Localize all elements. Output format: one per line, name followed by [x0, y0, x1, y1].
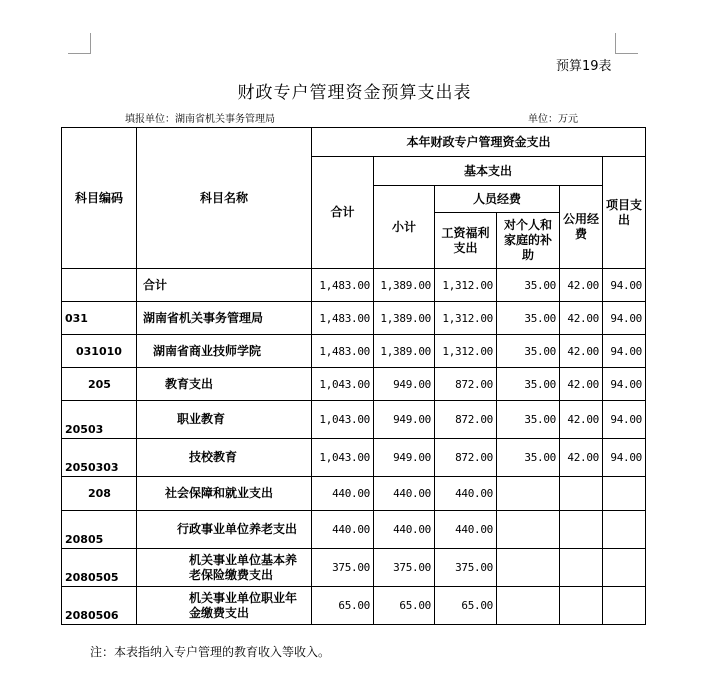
row-name: 社会保障和就业支出 — [137, 477, 312, 511]
row-name: 湖南省机关事务管理局 — [137, 302, 312, 335]
row-salary: 65.00 — [435, 587, 497, 625]
row-project: 94.00 — [603, 439, 646, 477]
row-code: 205 — [62, 368, 137, 401]
row-individual: 35.00 — [497, 269, 560, 302]
row-public: 42.00 — [560, 368, 603, 401]
row-public: 42.00 — [560, 439, 603, 477]
row-total: 440.00 — [312, 477, 374, 511]
header-public: 公用经费 — [560, 186, 603, 269]
filing-unit: 填报单位：湖南省机关事务管理局 — [125, 114, 275, 125]
row-name: 湖南省商业技师学院 — [137, 335, 312, 368]
table-row — [62, 511, 646, 549]
row-public: 42.00 — [560, 401, 603, 439]
currency-unit: 单位：万元 — [528, 114, 578, 125]
table-row — [62, 368, 646, 401]
row-total: 1,483.00 — [312, 302, 374, 335]
row-total: 1,043.00 — [312, 401, 374, 439]
row-code: 2080506 — [62, 587, 137, 625]
header-total: 合计 — [312, 157, 374, 269]
row-subtotal: 1,389.00 — [374, 335, 435, 368]
row-name: 机关事业单位职业年金缴费支出 — [137, 587, 312, 625]
row-subtotal: 440.00 — [374, 477, 435, 511]
row-code — [62, 269, 137, 302]
header-code: 科目编码 — [62, 128, 137, 269]
row-subtotal: 375.00 — [374, 549, 435, 587]
row-total: 65.00 — [312, 587, 374, 625]
row-subtotal: 1,389.00 — [374, 302, 435, 335]
row-name: 职业教育 — [137, 401, 312, 439]
header-personnel: 人员经费 — [435, 186, 560, 213]
row-code: 20503 — [62, 401, 137, 439]
row-total: 1,483.00 — [312, 335, 374, 368]
table-row — [62, 302, 646, 335]
row-project: 94.00 — [603, 302, 646, 335]
row-total: 440.00 — [312, 511, 374, 549]
row-salary: 872.00 — [435, 439, 497, 477]
row-project — [603, 587, 646, 625]
row-code: 208 — [62, 477, 137, 511]
row-name: 机关事业单位基本养老保险缴费支出 — [137, 549, 312, 587]
header-individual: 对个人和家庭的补助 — [497, 213, 560, 269]
header-salary: 工资福利支出 — [435, 213, 497, 269]
row-individual — [497, 511, 560, 549]
row-public — [560, 549, 603, 587]
row-public: 42.00 — [560, 269, 603, 302]
header-subtotal: 小计 — [374, 186, 435, 269]
row-project: 94.00 — [603, 401, 646, 439]
row-salary: 872.00 — [435, 401, 497, 439]
footnote: 注：本表指纳入专户管理的教育收入等收入。 — [90, 645, 331, 659]
row-public — [560, 587, 603, 625]
row-project — [603, 511, 646, 549]
row-subtotal: 949.00 — [374, 368, 435, 401]
row-individual: 35.00 — [497, 401, 560, 439]
row-total: 1,043.00 — [312, 368, 374, 401]
row-project — [603, 549, 646, 587]
row-project: 94.00 — [603, 368, 646, 401]
row-individual: 35.00 — [497, 368, 560, 401]
row-salary: 1,312.00 — [435, 269, 497, 302]
row-project: 94.00 — [603, 335, 646, 368]
table-row — [62, 401, 646, 439]
row-code: 031 — [62, 302, 137, 335]
row-individual — [497, 549, 560, 587]
crop-mark-top-left — [68, 33, 91, 54]
row-salary: 1,312.00 — [435, 302, 497, 335]
row-code: 031010 — [62, 335, 137, 368]
row-code: 2050303 — [62, 439, 137, 477]
row-subtotal: 1,389.00 — [374, 269, 435, 302]
row-subtotal: 949.00 — [374, 439, 435, 477]
row-salary: 872.00 — [435, 368, 497, 401]
row-public: 42.00 — [560, 335, 603, 368]
row-name: 教育支出 — [137, 368, 312, 401]
row-name: 合计 — [137, 269, 312, 302]
row-individual — [497, 477, 560, 511]
row-public — [560, 477, 603, 511]
row-total: 1,043.00 — [312, 439, 374, 477]
row-individual: 35.00 — [497, 439, 560, 477]
row-individual: 35.00 — [497, 335, 560, 368]
header-name: 科目名称 — [137, 128, 312, 269]
row-salary: 440.00 — [435, 477, 497, 511]
row-project: 94.00 — [603, 269, 646, 302]
table-row — [62, 549, 646, 587]
row-salary: 1,312.00 — [435, 335, 497, 368]
row-project — [603, 477, 646, 511]
row-subtotal: 65.00 — [374, 587, 435, 625]
table-row — [62, 587, 646, 625]
row-code: 20805 — [62, 511, 137, 549]
row-public — [560, 511, 603, 549]
row-public: 42.00 — [560, 302, 603, 335]
table-row — [62, 477, 646, 511]
row-subtotal: 440.00 — [374, 511, 435, 549]
row-name: 技校教育 — [137, 439, 312, 477]
row-name: 行政事业单位养老支出 — [137, 511, 312, 549]
header-row-1 — [62, 128, 646, 157]
budget-table — [61, 127, 646, 625]
table-row — [62, 335, 646, 368]
row-total: 1,483.00 — [312, 269, 374, 302]
page-title: 财政专户管理资金预算支出表 — [237, 83, 472, 103]
table-row — [62, 269, 646, 302]
row-salary: 375.00 — [435, 549, 497, 587]
row-code: 2080505 — [62, 549, 137, 587]
table-row — [62, 439, 646, 477]
row-individual — [497, 587, 560, 625]
header-project: 项目支出 — [603, 157, 646, 269]
row-salary: 440.00 — [435, 511, 497, 549]
row-subtotal: 949.00 — [374, 401, 435, 439]
header-group-main: 本年财政专户管理资金支出 — [312, 128, 646, 157]
form-number: 预算19表 — [556, 59, 612, 74]
row-total: 375.00 — [312, 549, 374, 587]
header-basic: 基本支出 — [374, 157, 603, 186]
crop-mark-top-right — [615, 33, 638, 54]
row-individual: 35.00 — [497, 302, 560, 335]
